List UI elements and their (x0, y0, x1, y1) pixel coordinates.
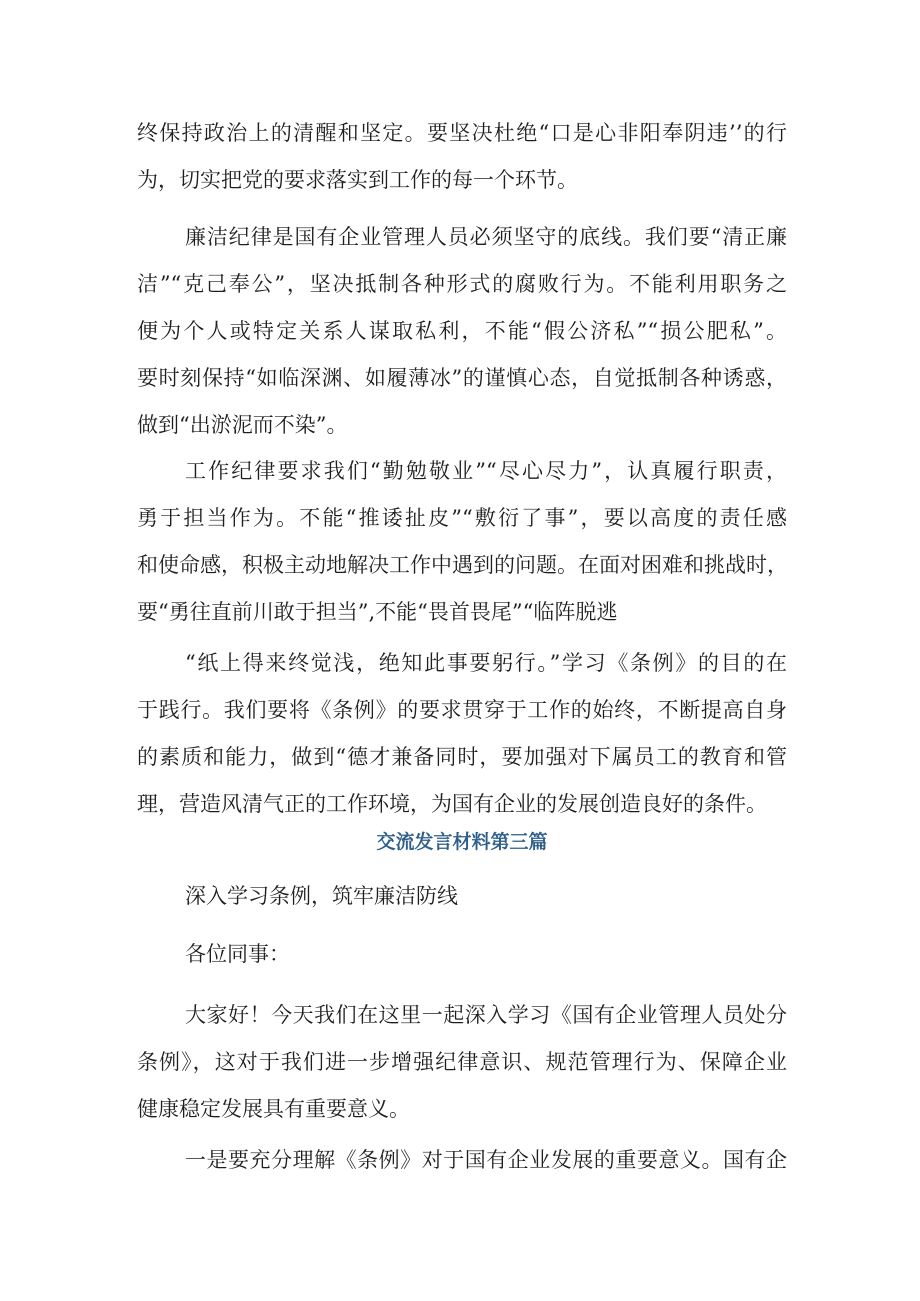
paragraph-work-discipline (137, 448, 787, 636)
text-line: 一是要充分理解《条例》对于国有企业发展的重要意义。国有企 (185, 1148, 787, 1172)
paragraph-continuation (137, 110, 787, 204)
text-line: 洁”“克己奉公”，坚决抵制各种形式的腐败行为。不能利用职务之 (137, 272, 787, 296)
text-line: 各位同事： (185, 942, 290, 966)
paragraph-practice (137, 640, 787, 828)
text-line: 理，营造风清气正的工作环境，为国有企业的发展创造良好的条件。 (137, 792, 767, 816)
section-heading: 交流发言材料第三篇 (376, 831, 548, 853)
section-subtitle (137, 873, 787, 920)
text-line: 要“勇往直前川敢于担当”,不能“畏首畏尾”“临阵脱逃 (137, 600, 618, 624)
text-line: 健康稳定发展具有重要意义。 (137, 1097, 410, 1121)
text-line: “纸上得来终觉浅，绝知此事要躬行。”学习《条例》的目的在 (185, 651, 787, 675)
paragraph-point-one (137, 1137, 787, 1184)
text-line: 要时刻保持“如临深渊、如履薄冰”的谨慎心态，自觉抵制各种诱惑， (137, 366, 787, 390)
text-line: 廉洁纪律是国有企业管理人员必须坚守的底线。我们要“清正廉 (185, 225, 787, 249)
text-line: 工作纪律要求我们“勤勉敬业”“尽心尽力”，认真履行职责， (185, 459, 787, 483)
salutation (137, 931, 787, 978)
text-line: 的素质和能力，做到“德才兼备同时，要加强对下属员工的教育和管 (137, 745, 787, 769)
text-line: 于践行。我们要将《条例》的要求贯穿于工作的始终，不断提高自身 (137, 698, 787, 722)
paragraph-greeting (137, 992, 787, 1133)
paragraph-integrity-discipline (137, 214, 787, 449)
text-line: 条例》，这对于我们进一步增强纪律意识、规范管理行为、保障企业 (137, 1050, 787, 1074)
text-line: 深入学习条例，筑牢廉洁防线 (185, 884, 458, 908)
text-line: 做到“出淤泥而不染”。 (137, 413, 348, 437)
text-line: 和使命感，积极主动地解决工作中遇到的问题。在面对困难和挑战时， (137, 553, 788, 577)
text-line: 大家好！今天我们在这里一起深入学习《国有企业管理人员处分 (185, 1003, 787, 1027)
text-line: 终保持政治上的清醒和坚定。要坚决杜绝“口是心非阳奉阴违’’的行 (137, 121, 787, 145)
text-line: 为，切实把党的要求落实到工作的每一个环节。 (137, 168, 578, 192)
text-line: 便为个人或特定关系人谋取私利，不能“假公济私”“损公肥私”。 (137, 319, 787, 343)
text-line: 勇于担当作为。不能“推诿扯皮”“敷衍了事”，要以高度的责任感 (137, 506, 787, 530)
